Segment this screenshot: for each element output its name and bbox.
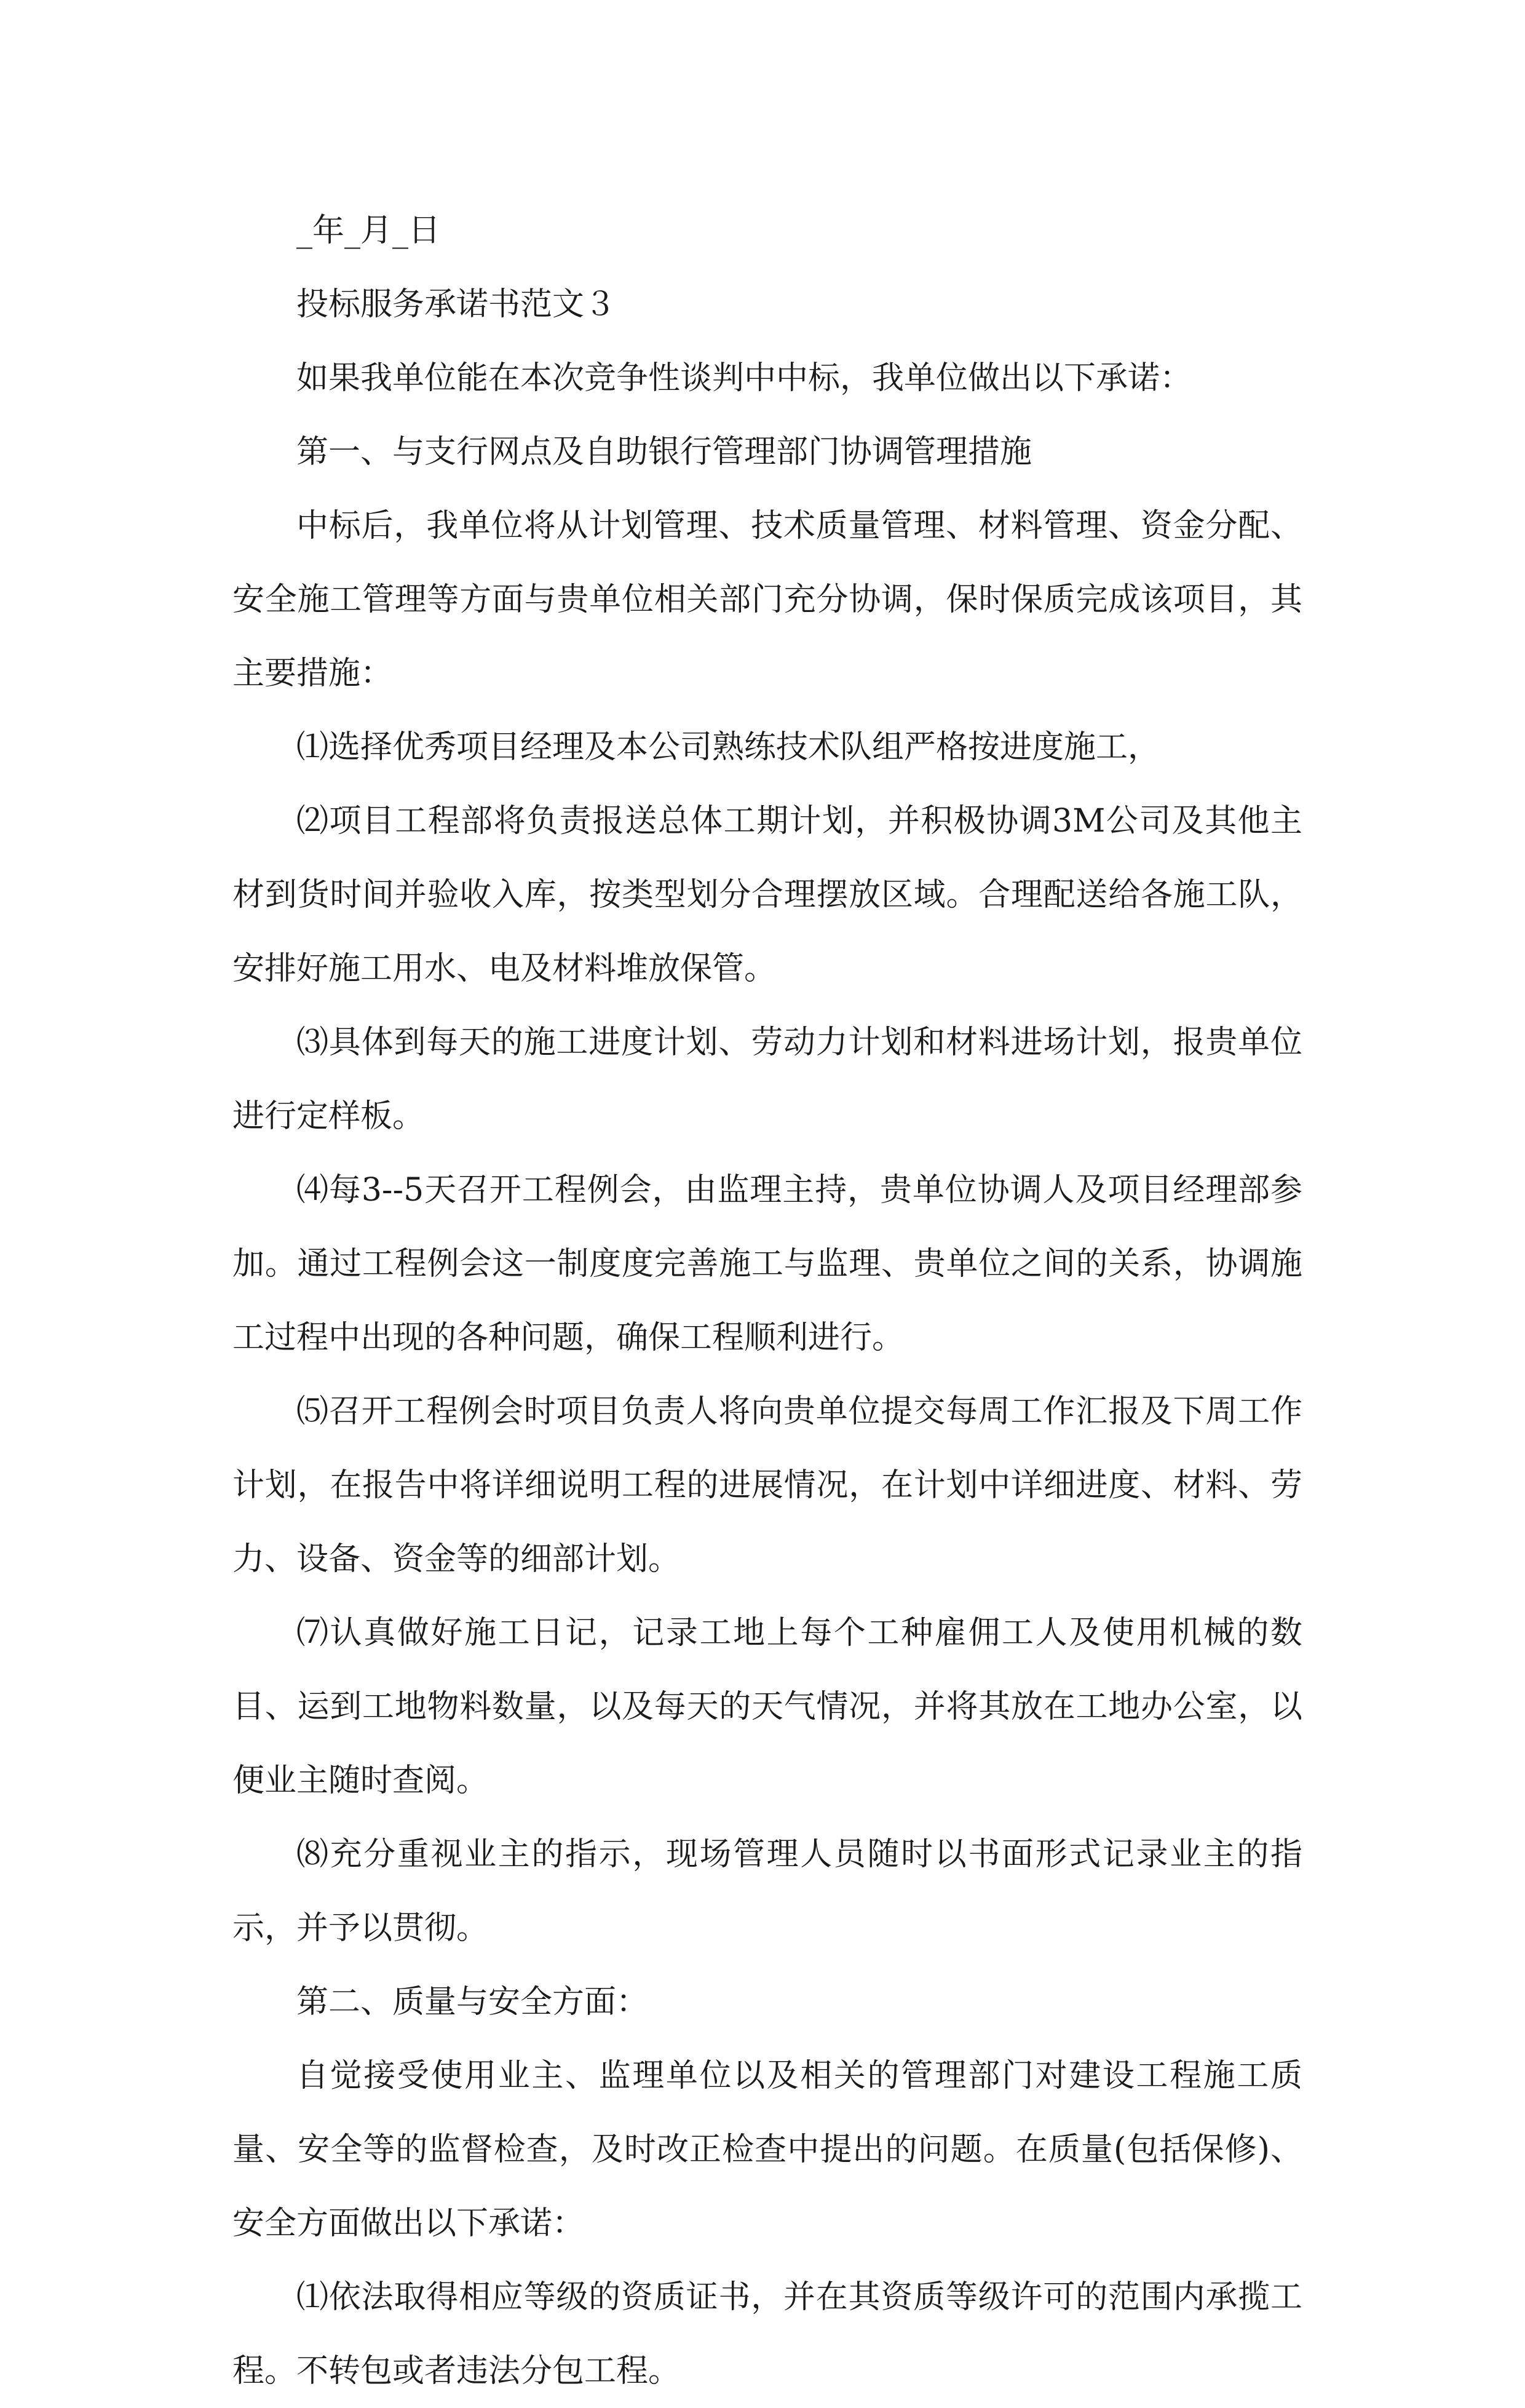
- list-item: ⑸召开工程例会时项目负责人将向贵单位提交每周工作汇报及下周工作计划，在报告中将详细说明工程的进展情况，在计划中详细进度、材料、劳力、设备、资金等的细部计划。: [232, 1393, 1302, 1578]
- list-item: ⑷每3--5天召开工程例会，由监理主持，贵单位协调人及项目经理部参加。通过工程例会这一制度度完善施工与监理、贵单位之间的关系，协调施工过程中出现的各种问题，确保工程顺利进行。: [232, 1172, 1302, 1356]
- date-line: _年_月_日: [296, 212, 441, 249]
- paragraph: 中标后，我单位将从计划管理、技术质量管理、材料管理、资金分配、安全施工管理等方面与贵单位相关部门充分协调，保时保质完成该项目，其主要措施：: [232, 507, 1302, 692]
- paragraph: 自觉接受使用业主、监理单位以及相关的管理部门对建设工程施工质量、安全等的监督检查，及时改正检查中提出的问题。在质量(包括保修)、安全方面做出以下承诺：: [232, 2057, 1302, 2242]
- section-heading-1: 第一、与支行网点及自助银行管理部门协调管理措施: [296, 434, 1032, 471]
- paragraph: 如果我单位能在本次竞争性谈判中中标，我单位做出以下承诺：: [296, 360, 1192, 397]
- section-title: 投标服务承诺书范文３: [296, 286, 617, 323]
- list-item: ⑺认真做好施工日记，记录工地上每个工种雇佣工人及使用机械的数目、运到工地物料数量，以及每天的天气情况，并将其放在工地办公室，以便业主随时查阅。: [232, 1615, 1302, 1799]
- section-heading-2: 第二、质量与安全方面：: [296, 1984, 649, 2021]
- document-body: [232, 194, 1302, 2408]
- list-item: ⑴依法取得相应等级的资质证书，并在其资质等级许可的范围内承揽工程。不转包或者违法分包工程。: [232, 2279, 1302, 2390]
- list-item: ⑵项目工程部将负责报送总体工期计划，并积极协调3M公司及其他主材到货时间并验收入库，按类型划分合理摆放区域。合理配送给各施工队，安排好施工用水、电及材料堆放保管。: [232, 803, 1302, 987]
- list-item: ⑻充分重视业主的指示，现场管理人员随时以书面形式记录业主的指示，并予以贯彻。: [232, 1836, 1302, 1947]
- list-item: ⑶具体到每天的施工进度计划、劳动力计划和材料进场计划，报贵单位进行定样板。: [232, 1024, 1302, 1135]
- list-item: ⑴选择优秀项目经理及本公司熟练技术队组严格按进度施工，: [296, 729, 1160, 766]
